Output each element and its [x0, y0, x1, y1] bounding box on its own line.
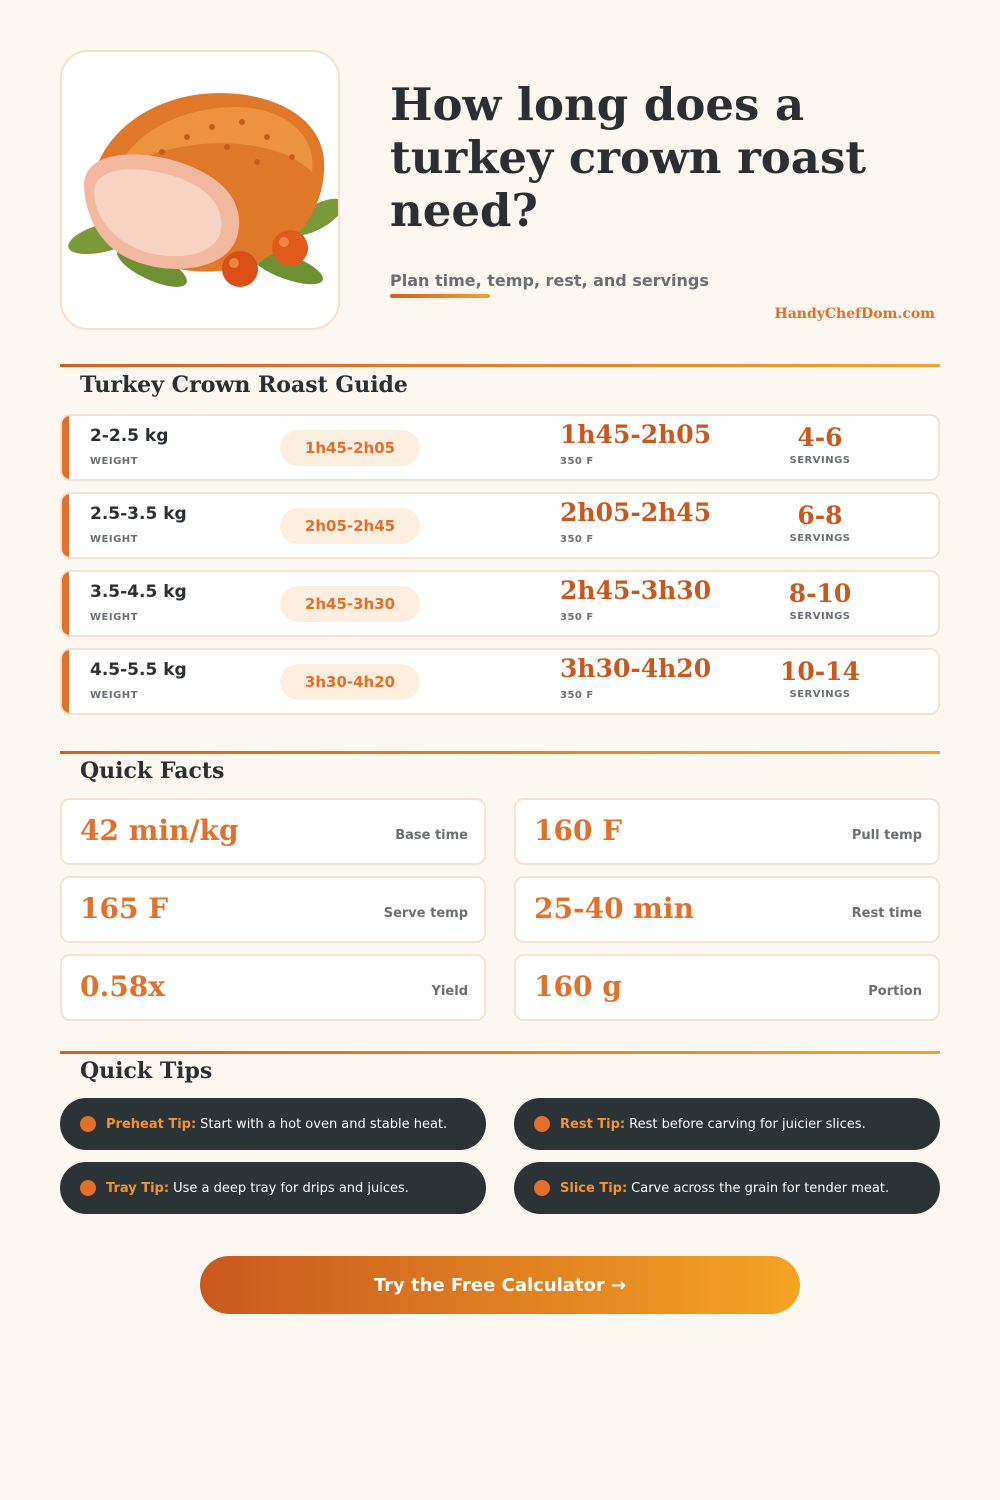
bullet-dot-icon	[80, 1180, 96, 1196]
row-weight: 3.5-4.5 kg	[90, 582, 187, 602]
roast-turkey-icon	[62, 52, 340, 330]
fact-label: Base time	[395, 828, 468, 843]
servings-block	[780, 420, 860, 466]
servings-label: SERVINGS	[789, 611, 851, 622]
row-accent	[62, 650, 69, 713]
facts-title: Quick Facts	[80, 758, 225, 784]
tips-title: Quick Tips	[80, 1058, 213, 1084]
weight-label: WEIGHT	[90, 690, 138, 701]
servings-label: SERVINGS	[789, 455, 851, 466]
page-subtitle: Plan time, temp, rest, and servings	[390, 271, 709, 290]
bullet-dot-icon	[534, 1180, 550, 1196]
servings-block	[780, 576, 860, 622]
tip-text: Use a deep tray for drips and juices.	[173, 1180, 409, 1196]
tip-title: Slice Tip:	[560, 1180, 628, 1196]
row-accent	[62, 416, 69, 479]
row-time: 1h45-2h05	[560, 420, 712, 449]
tip-text: Carve across the grain for tender meat.	[631, 1180, 890, 1196]
row-servings: 4-6	[797, 423, 843, 452]
row-time: 3h30-4h20	[560, 654, 712, 683]
brand-link[interactable]: HandyChefDom.com	[774, 306, 935, 322]
guide-row	[60, 648, 940, 715]
fact-label: Serve temp	[383, 906, 468, 921]
fact-value: 42 min/kg	[80, 814, 239, 847]
fact-value: 160 F	[534, 814, 623, 847]
fact-value: 0.58x	[80, 970, 165, 1003]
servings-label: SERVINGS	[789, 689, 851, 700]
row-time: 2h45-3h30	[560, 576, 712, 605]
row-temp: 350 F	[560, 456, 594, 467]
servings-label: SERVINGS	[789, 533, 851, 544]
fact-card	[60, 876, 486, 943]
row-accent	[62, 494, 69, 557]
row-servings: 8-10	[788, 579, 852, 608]
time-pill: 2h05-2h45	[280, 508, 420, 544]
tips-divider	[60, 1051, 940, 1054]
fact-label: Yield	[431, 984, 468, 999]
fact-card	[514, 798, 940, 865]
tip-card	[60, 1098, 486, 1150]
bullet-dot-icon	[534, 1116, 550, 1132]
tip-card	[514, 1098, 940, 1150]
subtitle-underline	[390, 294, 490, 298]
tip-card	[60, 1162, 486, 1214]
tip-title: Rest Tip:	[560, 1116, 626, 1132]
tip-text: Rest before carving for juicier slices.	[629, 1116, 866, 1132]
hero-image-card	[60, 50, 340, 330]
servings-block	[780, 654, 860, 700]
weight-label: WEIGHT	[90, 456, 138, 467]
fact-label: Rest time	[851, 906, 922, 921]
bullet-dot-icon	[80, 1116, 96, 1132]
row-weight: 2-2.5 kg	[90, 426, 169, 446]
tip-text: Start with a hot oven and stable heat.	[200, 1116, 448, 1132]
time-pill: 2h45-3h30	[280, 586, 420, 622]
guide-title: Turkey Crown Roast Guide	[80, 372, 408, 398]
time-pill: 3h30-4h20	[280, 664, 420, 700]
guide-row	[60, 414, 940, 481]
servings-block	[780, 498, 860, 544]
row-weight: 2.5-3.5 kg	[90, 504, 187, 524]
weight-label: WEIGHT	[90, 534, 138, 545]
row-temp: 350 F	[560, 534, 594, 545]
fact-card	[60, 954, 486, 1021]
tip-title: Preheat Tip:	[106, 1116, 197, 1132]
page-title: How long does a turkey crown roast need?	[390, 78, 867, 237]
row-servings: 6-8	[797, 501, 843, 530]
row-weight: 4.5-5.5 kg	[90, 660, 187, 680]
guide-row	[60, 492, 940, 559]
row-temp: 350 F	[560, 612, 594, 623]
time-pill: 1h45-2h05	[280, 430, 420, 466]
fact-value: 165 F	[80, 892, 169, 925]
fact-card	[514, 876, 940, 943]
tip-title: Tray Tip:	[106, 1180, 170, 1196]
fact-label: Pull temp	[851, 828, 922, 843]
facts-divider	[60, 751, 940, 754]
guide-row	[60, 570, 940, 637]
free-calculator-button[interactable]: Try the Free Calculator →	[200, 1256, 800, 1314]
fact-card	[60, 798, 486, 865]
fact-value: 25-40 min	[534, 892, 694, 925]
fact-label: Portion	[868, 984, 922, 999]
fact-value: 160 g	[534, 970, 622, 1003]
fact-card	[514, 954, 940, 1021]
tip-card	[514, 1162, 940, 1214]
guide-divider	[60, 364, 940, 367]
weight-label: WEIGHT	[90, 612, 138, 623]
row-servings: 10-14	[780, 657, 860, 686]
row-time: 2h05-2h45	[560, 498, 712, 527]
row-temp: 350 F	[560, 690, 594, 701]
row-accent	[62, 572, 69, 635]
